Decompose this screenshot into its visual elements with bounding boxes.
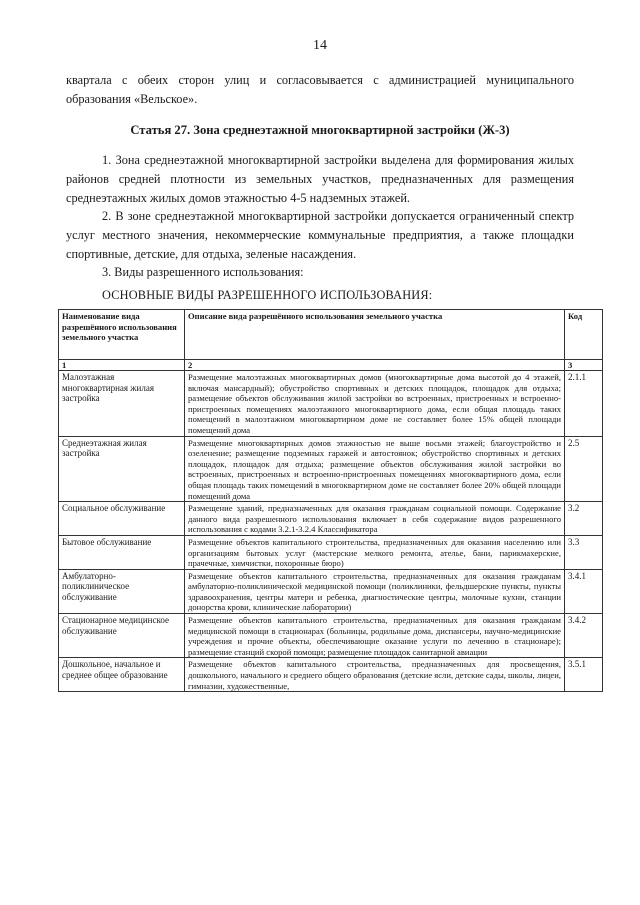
use-name: Стационарное медицинское обслуживание	[59, 614, 185, 658]
column-number-row	[59, 360, 603, 371]
paragraph-2: 2. В зоне среднеэтажной многоквартирной застройки допускается ограниченный спектр услуг местного значения, некоммерческие коммунальные предприятия, а также площадки спортивные, детские, для отдыха, зеленые насаждения.	[66, 209, 574, 261]
use-code: 2.1.1	[565, 371, 603, 437]
use-description: Размещение объектов капитального строительства, предназначенных для просвещения, дошкольного, начального и среднего общего образования (детские ясли, детские сады, школы, лицеи, гимназии, художественные,	[185, 658, 565, 692]
use-code: 3.4.2	[565, 614, 603, 658]
article-title: Статья 27. Зона среднеэтажной многоквартирной застройки (Ж-3)	[130, 123, 510, 137]
use-name: Малоэтажная многоквартирная жилая застройка	[59, 371, 185, 437]
use-code: 3.4.1	[565, 569, 603, 613]
use-code: 2.5	[565, 436, 603, 502]
use-name: Бытовое обслуживание	[59, 535, 185, 569]
use-name: Дошкольное, начальное и среднее общее образование	[59, 658, 185, 692]
intro-paragraph: квартала с обеих сторон улиц и согласовывается с администрацией муниципального образования «Вельское».	[66, 73, 574, 106]
use-code: 3.5.1	[565, 658, 603, 692]
use-description: Размещение объектов капитального строительства, предназначенных для оказания населению или организациям бытовых услуг (мастерские мелкого ремонта, ателье, бани, парикмахерские, прачечные, химчистки, похоронные бюро)	[185, 535, 565, 569]
permitted-uses-table	[58, 309, 603, 692]
section-subheading: ОСНОВНЫЕ ВИДЫ РАЗРЕШЕННОГО ИСПОЛЬЗОВАНИЯ:	[102, 288, 433, 302]
header-code: Код	[565, 310, 603, 360]
use-description: Размещение зданий, предназначенных для оказания гражданам социальной помощи. Содержание данного вида разрешенного использования включает в себя содержание видов разрешенного использования с кодами 3.2.1-3.2.4 Классификатора	[185, 502, 565, 536]
column-number: 2	[185, 360, 565, 371]
table-row	[59, 569, 603, 613]
table-header-row	[59, 310, 603, 360]
column-number: 1	[59, 360, 185, 371]
use-description: Размещение объектов капитального строительства, предназначенных для оказания гражданам медицинской помощи в стационарах (больницы, родильные дома, диспансеры, научно-медицинские учреждения и прочие объекты, обеспечивающие оказание услуги по лечению в стационаре); размещение станций скорой помощи; размещение площадок санитарной авиации	[185, 614, 565, 658]
use-name: Среднеэтажная жилая застройка	[59, 436, 185, 502]
use-description: Размещение многоквартирных домов этажностью не выше восьми этажей; благоустройство и озеленение; размещение подземных гаражей и автостоянок; обустройство спортивных и детских площадок, площадок для отдыха; размещение объектов обслуживания жилой застройки во встроенных, пристроенных и встроенно-пристроенных помещениях многоквартирного дома, если общая площадь таких помещений в многоквартирном доме не составляет более 20% общей площади помещений дома	[185, 436, 565, 502]
table-row	[59, 502, 603, 536]
header-description: Описание вида разрешённого использования земельного участка	[185, 310, 565, 360]
table-row	[59, 658, 603, 692]
use-description: Размещение малоэтажных многоквартирных домов (многоквартирные дома высотой до 4 этажей, включая мансардный); обустройство спортивных и детских площадок, площадок для отдыха; размещение объектов обслуживания жилой застройки во встроенных, пристроенных и встроенно-пристроенных помещениях малоэтажного многоквартирного дома, если общая площадь таких помещений в малоэтажном многоквартирном доме не составляет более 15% общей площади помещений дома	[185, 371, 565, 437]
table-row	[59, 614, 603, 658]
use-description: Размещение объектов капитального строительства, предназначенных для оказания гражданам амбулаторно-поликлинической медицинской помощи (поликлиники, фельдшерские пункты, пункты здравоохранения, центры матери и ребенка, диагностические центры, молочные кухни, станции донорства крови, клинические лаборатории)	[185, 569, 565, 613]
use-code: 3.2	[565, 502, 603, 536]
column-number: 3	[565, 360, 603, 371]
table-row	[59, 371, 603, 437]
table-row	[59, 535, 603, 569]
page-number: 14	[313, 38, 327, 53]
use-name: Амбулаторно-поликлиническое обслуживание	[59, 569, 185, 613]
use-code: 3.3	[565, 535, 603, 569]
paragraph-1: 1. Зона среднеэтажной многоквартирной застройки выделена для формирования жилых районов средней плотности из земельных участков, предназначенных для размещения среднеэтажных жилых домов этажностью 4-5 надземных этажей.	[66, 153, 574, 205]
table-row	[59, 436, 603, 502]
paragraph-3: 3. Виды разрешенного использования:	[102, 265, 304, 279]
use-name: Социальное обслуживание	[59, 502, 185, 536]
header-name: Наименование вида разрешённого использования земельного участка	[59, 310, 185, 360]
